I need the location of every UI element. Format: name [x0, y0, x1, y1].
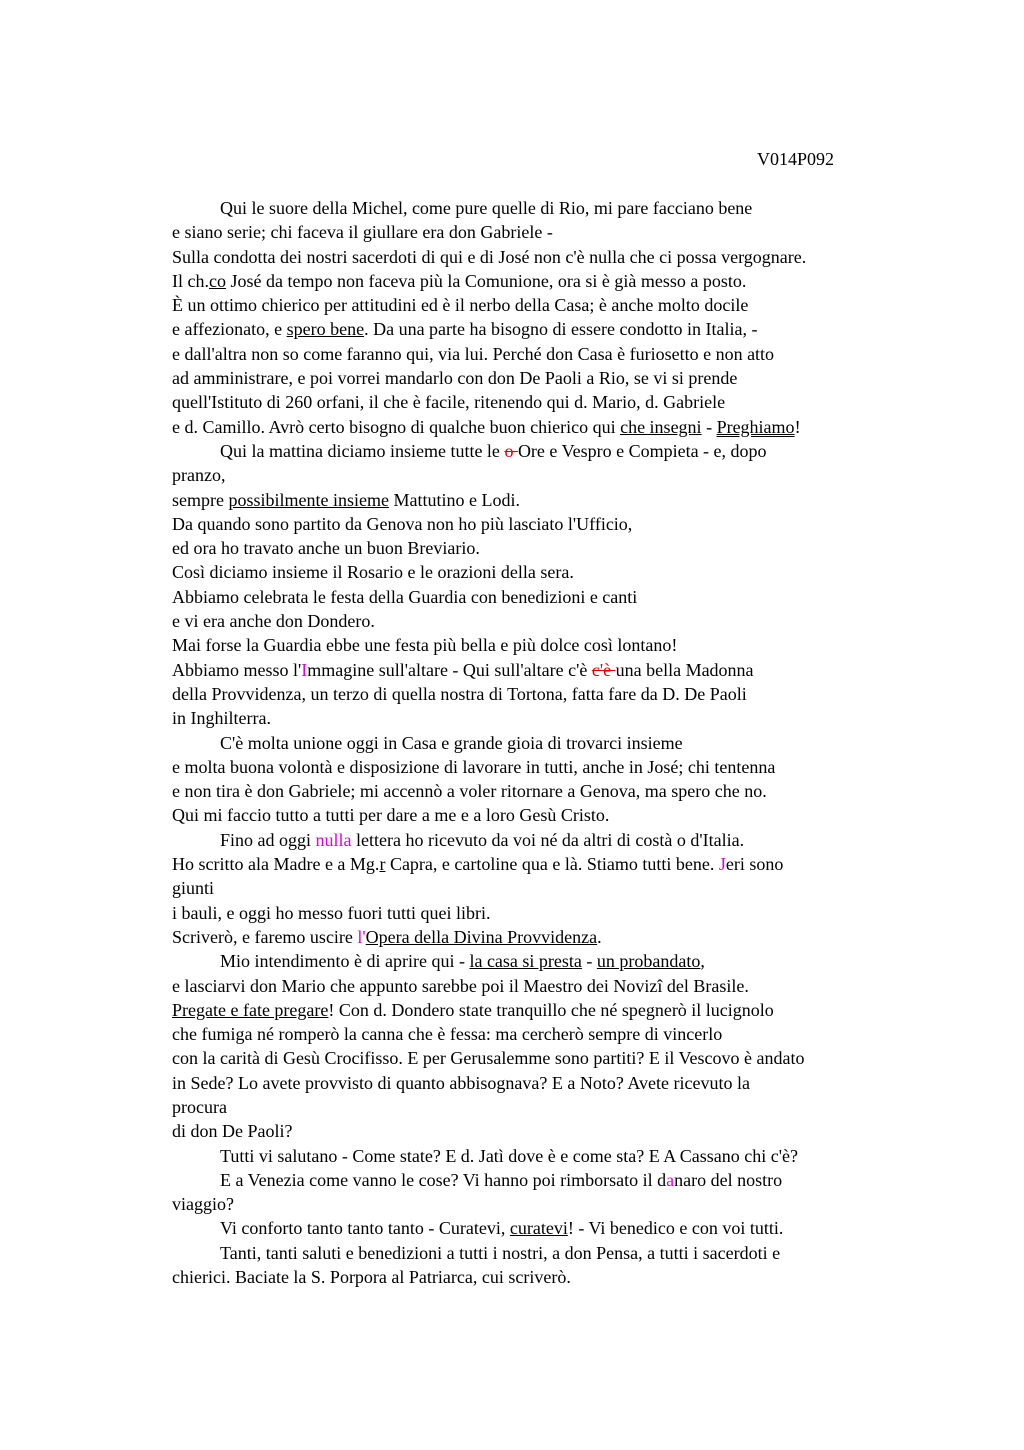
text-line [172, 974, 912, 998]
text-segment: con la carità di Gesù Crocifisso. E per Gerusalemme sono partiti? E il Vescovo è andato [172, 1048, 805, 1069]
text-segment: Tutti vi salutano - Come state? E d. Jatì dove è e come sta? E A Cassano chi c'è? [220, 1145, 798, 1166]
inserted-text: l' [357, 926, 366, 947]
text-line [172, 1095, 912, 1119]
text-segment: Abbiamo messo l' [172, 659, 302, 680]
text-segment: ! - Vi benedico e con voi tutti. [567, 1218, 784, 1239]
text-segment: ! Con d. Dondero state tranquillo che né spegnerò il lucignolo [328, 999, 774, 1020]
text-line [172, 1168, 912, 1192]
text-segment: in Inghilterra. [172, 708, 271, 729]
text-line [172, 1216, 912, 1240]
text-segment: mmagine sull'altare - Qui sull'altare c'è [307, 659, 592, 680]
text-segment: È un ottimo chierico per attitudini ed è il nerbo della Casa; è anche molto docile [172, 295, 749, 316]
inserted-text: J [718, 854, 726, 875]
text-segment: procura [172, 1096, 227, 1117]
text-segment: ad amministrare, e poi vorrei mandarlo con don De Paoli a Rio, se vi si prende [172, 368, 738, 389]
text-line [172, 1119, 912, 1143]
text-line [172, 998, 912, 1022]
text-line [172, 755, 912, 779]
text-segment: - [581, 951, 597, 972]
underlined-text: possibilmente insieme [228, 489, 389, 510]
text-segment: Mattutino e Lodi. [388, 489, 520, 510]
text-line [172, 415, 912, 439]
text-line [172, 293, 912, 317]
text-line [172, 609, 912, 633]
text-segment: eri sono [725, 854, 784, 875]
text-segment: C'è molta unione oggi in Casa e grande gioia di trovarci insieme [220, 732, 683, 753]
text-segment: viaggio? [172, 1194, 234, 1215]
text-segment: sempre [172, 489, 229, 510]
text-segment: e vi era anche don Dondero. [172, 611, 375, 632]
text-line [172, 245, 912, 269]
text-line [172, 269, 912, 293]
text-line [172, 390, 912, 414]
text-segment: i bauli, e oggi ho messo fuori tutti quei libri. [172, 902, 491, 923]
letter-body [172, 196, 912, 1289]
text-segment: ed ora ho travato anche un buon Breviario. [172, 538, 480, 559]
text-segment: e lasciarvi don Mario che appunto sarebbe poi il Maestro dei Novizî del Brasile. [172, 975, 749, 996]
text-line [172, 1144, 912, 1168]
text-line [172, 731, 912, 755]
text-line [172, 342, 912, 366]
text-line [172, 220, 912, 244]
text-segment: Sulla condotta dei nostri sacerdoti di qui e di José non c'è nulla che ci possa vergognare. [172, 246, 807, 267]
text-segment: Tanti, tanti saluti e benedizioni a tutti i nostri, a don Pensa, a tutti i sacerdoti e [220, 1242, 781, 1263]
text-line [172, 925, 912, 949]
text-line [172, 1192, 912, 1216]
text-line [172, 876, 912, 900]
text-segment: Capra, e cartoline qua e là. Stiamo tutti bene. [385, 854, 719, 875]
text-line [172, 317, 912, 341]
text-line [172, 1022, 912, 1046]
text-line [172, 1241, 912, 1265]
text-segment: che fumiga né romperò la canna che è fessa: ma cercherò sempre di vincerlo [172, 1024, 723, 1045]
underlined-text: la casa si presta [469, 951, 582, 972]
underlined-text: curatevi [509, 1218, 568, 1239]
text-line [172, 585, 912, 609]
text-segment: Ho scritto ala Madre e a Mg. [172, 854, 380, 875]
text-segment: e siano serie; chi faceva il giullare era don Gabriele - [172, 222, 553, 243]
underlined-text: Pregate e fate pregare [172, 999, 329, 1020]
text-segment: chierici. Baciate la S. Porpora al Patriarca, cui scriverò. [172, 1267, 571, 1288]
underlined-text: co [208, 270, 226, 291]
text-segment: Da quando sono partito da Genova non ho più lasciato l'Ufficio, [172, 513, 633, 534]
double-underlined-text: Preghiamo [716, 416, 795, 437]
underlined-text: che insegni [620, 416, 702, 437]
text-line [172, 852, 912, 876]
text-segment: e affezionato, e [172, 319, 287, 340]
text-segment: Mai forse la Guardia ebbe une festa più bella e più dolce così lontano! [172, 635, 678, 656]
text-line [172, 196, 912, 220]
text-segment: Il ch. [172, 270, 209, 291]
underlined-text: un probandato [596, 951, 701, 972]
text-segment: e molta buona volontà e disposizione di lavorare in tutti, anche in José; chi tentenna [172, 756, 776, 777]
text-segment: Abbiamo celebrata le festa della Guardia con benedizioni e canti [172, 586, 638, 607]
text-line [172, 949, 912, 973]
inserted-text: I [301, 659, 308, 680]
text-line [172, 1265, 912, 1289]
text-line [172, 658, 912, 682]
text-segment: della Provvidenza, un terzo di quella nostra di Tortona, fatta fare da D. De Paoli [172, 683, 747, 704]
text-line [172, 536, 912, 560]
text-segment: Vi conforto tanto tanto tanto - Curatevi, [220, 1218, 510, 1239]
inserted-text: nulla [315, 829, 352, 850]
text-segment: lettera ho ricevuto da voi né da altri di costà o d'Italia. [351, 829, 745, 850]
text-line [172, 512, 912, 536]
text-segment: Qui mi faccio tutto a tutti per dare a me e a loro Gesù Cristo. [172, 805, 610, 826]
text-line [172, 682, 912, 706]
text-segment: in Sede? Lo avete provvisto di quanto abbisognava? E a Noto? Avete ricevuto la [172, 1072, 750, 1093]
text-segment: E a Venezia come vanno le cose? Vi hanno poi rimborsato il d [220, 1169, 667, 1190]
text-line [172, 439, 912, 463]
text-segment: José da tempo non faceva più la Comunione, ora si è già messo a posto. [225, 270, 747, 291]
text-line [172, 901, 912, 925]
underlined-text: Opera della Divina Provvidenza [365, 926, 598, 947]
text-segment: Qui le suore della Michel, come pure quelle di Rio, mi pare facciano bene [220, 198, 753, 218]
text-line [172, 828, 912, 852]
text-segment: quell'Istituto di 260 orfani, il che è facile, ritenendo qui d. Mario, d. Gabriele [172, 392, 726, 413]
text-segment: ! [794, 416, 801, 437]
text-line [172, 633, 912, 657]
text-segment: e d. Camillo. Avrò certo bisogno di qualche buon chierico qui [172, 416, 621, 437]
text-segment: Fino ad oggi [220, 829, 316, 850]
text-segment: . [597, 926, 602, 947]
underlined-text: r [379, 854, 386, 875]
text-segment: - [701, 416, 717, 437]
text-segment: e non tira è don Gabriele; mi accennò a voler ritornare a Genova, ma spero che no. [172, 781, 767, 802]
text-segment: e dall'altra non so come faranno qui, via lui. Perché don Casa è furiosetto e non atto [172, 343, 775, 364]
inserted-text: a [666, 1169, 675, 1190]
text-segment: . Da una parte ha bisogno di essere condotto in Italia, - [364, 319, 758, 340]
text-segment: una bella Madonna [615, 659, 754, 680]
text-segment: naro del nostro [674, 1169, 783, 1190]
text-line [172, 706, 912, 730]
underlined-text: spero bene [286, 319, 365, 340]
page-identifier: V014P092 [757, 149, 835, 169]
text-segment: Ore e Vespro e Compieta - e, dopo [517, 440, 767, 461]
text-line [172, 1071, 912, 1095]
text-segment: Qui la mattina diciamo insieme tutte le [220, 440, 505, 461]
text-line [172, 463, 912, 487]
deleted-text: c'è [591, 659, 616, 680]
text-line [172, 366, 912, 390]
text-segment: Mio intendimento è di aprire qui - [220, 951, 470, 972]
text-segment: Così diciamo insieme il Rosario e le orazioni della sera. [172, 562, 574, 583]
text-line [172, 560, 912, 584]
text-line [172, 803, 912, 827]
text-segment: pranzo, [172, 465, 226, 486]
text-segment: , [700, 951, 705, 972]
text-segment: Scriverò, e faremo uscire [172, 926, 358, 947]
text-line [172, 1046, 912, 1070]
deleted-text: o [504, 440, 518, 461]
text-line [172, 488, 912, 512]
text-segment: giunti [172, 878, 215, 899]
text-line [172, 779, 912, 803]
text-segment: di don De Paoli? [172, 1121, 293, 1142]
